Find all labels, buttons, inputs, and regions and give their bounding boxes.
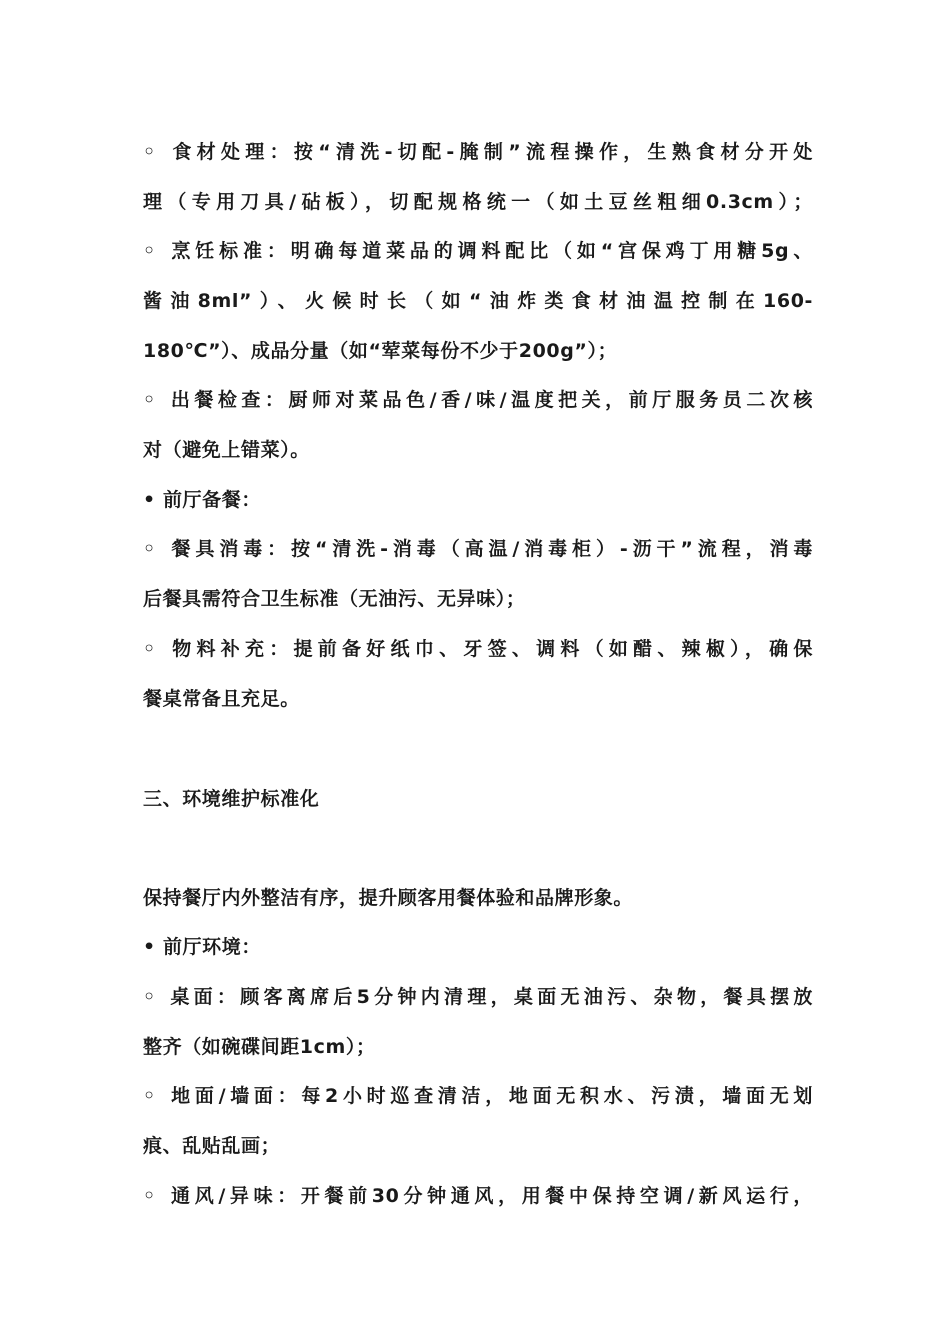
text-line: ◦ 烹饪标准：明确每道菜品的调料配比（如“宫保鸡丁用糖5g、 [143, 240, 813, 262]
text-line: ◦ 通风/异味：开餐前30分钟通风，用餐中保持空调/新风运行， [143, 1185, 813, 1207]
paragraph-text: 保持餐厅内外整洁有序，提升顾客用餐体验和品牌形象。 [143, 887, 634, 909]
text-line: 理（专用刀具/砧板），切配规格统一（如土豆丝粗细0.3cm）； [143, 191, 813, 213]
text-line: ◦ 出餐检查：厨师对菜品色/香/味/温度把关，前厅服务员二次核 [143, 389, 813, 411]
bullet-heading: • 前厅环境： [143, 936, 261, 958]
text-line: 整齐（如碗碟间距1cm）； [143, 1036, 376, 1058]
text-line: ◦ 桌面：顾客离席后5分钟内清理，桌面无油污、杂物，餐具摆放 [143, 986, 813, 1008]
text-line: ◦ 地面/墙面：每2小时巡查清洁，地面无积水、污渍，墙面无划 [143, 1085, 813, 1107]
text-line: 痕、乱贴乱画； [143, 1135, 281, 1157]
text-line: ◦ 食材处理：按“清洗-切配-腌制”流程操作，生熟食材分开处 [143, 141, 813, 163]
bullet-heading: • 前厅备餐： [143, 489, 261, 511]
text-line: 餐桌常备且充足。 [143, 688, 300, 710]
text-line: 后餐具需符合卫生标准（无油污、无异味）； [143, 588, 526, 610]
text-line: 酱油8ml”）、火候时长（如“油炸类食材油温控制在160- [143, 290, 813, 312]
text-line: ◦ 餐具消毒：按“清洗-消毒（高温/消毒柜）-沥干”流程，消毒 [143, 538, 813, 560]
text-line: 180℃”）、成品分量（如“荤菜每份不少于200g”）； [143, 340, 618, 362]
text-line: 对（避免上错菜）。 [143, 439, 310, 461]
section-heading: 三、环境维护标准化 [143, 788, 320, 810]
text-line: ◦ 物料补充：提前备好纸巾、牙签、调料（如醋、辣椒），确保 [143, 638, 813, 660]
